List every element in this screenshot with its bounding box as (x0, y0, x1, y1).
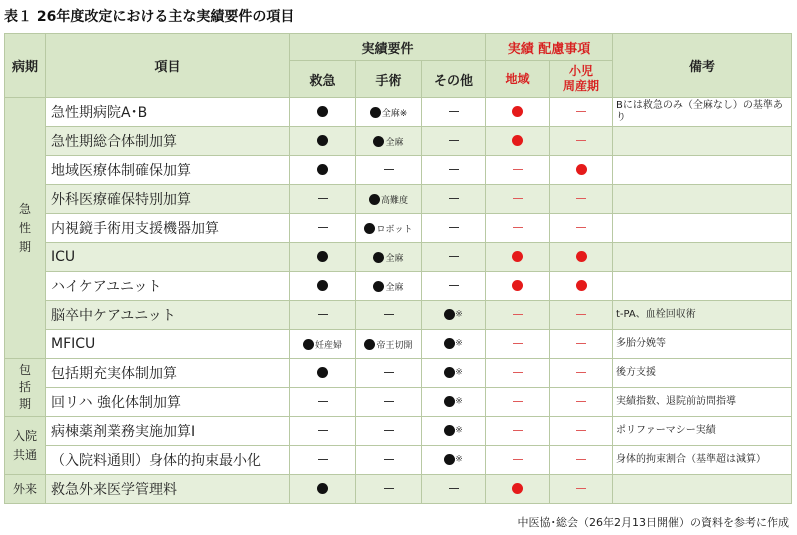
dash-icon (449, 488, 459, 489)
dash-icon (384, 169, 394, 170)
red-dash-icon (576, 372, 586, 373)
table-row (5, 475, 792, 504)
row-note (613, 272, 792, 301)
red-dot-icon (512, 135, 523, 146)
red-dash-icon (576, 227, 586, 228)
red-dash-icon (576, 111, 586, 112)
red-dash-icon (576, 488, 586, 489)
sublabel: 高難度 (380, 195, 408, 206)
black-dot-icon (444, 425, 455, 436)
red-dot-icon (512, 251, 523, 262)
asterisk-mark: ※ (455, 396, 463, 407)
header-period: 病期 (5, 34, 46, 98)
black-dot-icon (444, 338, 455, 349)
category-kyuseiki (5, 98, 46, 359)
red-dash-icon (513, 314, 523, 315)
red-dash-icon (576, 459, 586, 460)
header-kyukyu: 救急 (290, 61, 356, 98)
dash-icon (449, 256, 459, 257)
table-row (5, 272, 792, 301)
category-hokatsuki-char: 包 (18, 363, 31, 377)
sublabel: ロボット (376, 224, 413, 235)
sublabel: 全麻※ (381, 108, 408, 119)
dash-icon (384, 314, 394, 315)
dash-icon (449, 227, 459, 228)
category-kyuseiki-char: 性 (18, 220, 31, 235)
black-dot-icon (369, 194, 380, 205)
table-row (5, 388, 792, 417)
dash-icon (318, 401, 328, 402)
red-dash-icon (513, 430, 523, 431)
red-dash-icon (513, 372, 523, 373)
table-row (5, 301, 792, 330)
row-item: 病棟薬剤業務実施加算Ⅰ (46, 417, 290, 446)
black-dot-icon (370, 107, 381, 118)
dash-icon (384, 430, 394, 431)
requirements-table (4, 33, 792, 504)
header-shoni-line1: 小児 (568, 64, 593, 78)
asterisk-mark: ※ (455, 425, 463, 436)
row-item: 外科医療確保特別加算 (46, 185, 290, 214)
dash-icon (384, 459, 394, 460)
red-dot-icon (512, 106, 523, 117)
dash-icon (449, 285, 459, 286)
sublabel: 妊産婦 (314, 340, 342, 351)
black-dot-icon (317, 106, 328, 117)
black-dot-icon (317, 483, 328, 494)
row-note: 実績指数、退院前訪問指導 (613, 388, 792, 417)
red-dot-icon (512, 280, 523, 291)
row-item: 包括期充実体制加算 (46, 359, 290, 388)
asterisk-mark: ※ (455, 367, 463, 378)
black-dot-icon (444, 367, 455, 378)
dash-icon (449, 140, 459, 141)
black-dot-icon (444, 309, 455, 320)
row-note: ポリファーマシー実績 (613, 417, 792, 446)
row-note (613, 214, 792, 243)
black-dot-icon (317, 135, 328, 146)
dash-icon (318, 314, 328, 315)
asterisk-mark: ※ (455, 309, 463, 320)
dash-icon (318, 198, 328, 199)
dash-icon (318, 430, 328, 431)
row-note: Bには救急のみ（全麻なし）の基準あり (613, 98, 792, 127)
header-item: 項目 (46, 34, 290, 98)
table-row (5, 446, 792, 475)
dash-icon (318, 459, 328, 460)
red-dash-icon (576, 198, 586, 199)
black-dot-icon (373, 252, 384, 263)
red-dash-icon (576, 430, 586, 431)
row-note (613, 127, 792, 156)
table-row (5, 330, 792, 359)
table-title: 表１ 26年度改定における主な実績要件の項目 (4, 9, 295, 25)
row-item: 脳卒中ケアユニット (46, 301, 290, 330)
row-item: ハイケアユニット (46, 272, 290, 301)
header-biko: 備考 (613, 34, 792, 98)
table-row (5, 127, 792, 156)
red-dash-icon (513, 459, 523, 460)
row-note: t-PA、血栓回収術 (613, 301, 792, 330)
black-dot-icon (444, 396, 455, 407)
row-note (613, 475, 792, 504)
dash-icon (449, 169, 459, 170)
red-dot-icon (576, 251, 587, 262)
header-shujutsu: 手術 (356, 61, 422, 98)
black-dot-icon (444, 454, 455, 465)
table-row (5, 156, 792, 185)
black-dot-icon (317, 251, 328, 262)
black-dot-icon (317, 164, 328, 175)
header-hairyo: 実績 配慮事項 (486, 34, 613, 61)
row-item: 内視鏡手術用支援機器加算 (46, 214, 290, 243)
dash-icon (384, 372, 394, 373)
category-nyuin-line: 入院 (12, 428, 37, 443)
row-note: 多胎分娩等 (613, 330, 792, 359)
row-note: 身体的拘束割合（基準超は減算） (613, 446, 792, 475)
red-dash-icon (576, 314, 586, 315)
red-dash-icon (576, 140, 586, 141)
red-dot-icon (512, 483, 523, 494)
row-item: 急性期病院A･B (46, 98, 290, 127)
header-shoni-line2: 周産期 (562, 79, 599, 93)
red-dash-icon (513, 169, 523, 170)
row-item: （入院料通則）身体的拘束最小化 (46, 446, 290, 475)
header-shoni (550, 61, 613, 98)
row-note: 後方支援 (613, 359, 792, 388)
category-hokatsuki-char: 括 (18, 380, 31, 394)
category-kyuseiki-char: 急 (18, 201, 31, 216)
sublabel: 全麻 (385, 253, 404, 264)
category-hokatsuki (5, 359, 46, 417)
black-dot-icon (303, 339, 314, 350)
dash-icon (384, 488, 394, 489)
table-row (5, 417, 792, 446)
dash-icon (449, 198, 459, 199)
black-dot-icon (373, 136, 384, 147)
category-nyuin-kyotsu (5, 417, 46, 475)
asterisk-mark: ※ (455, 338, 463, 349)
table-row (5, 214, 792, 243)
red-dash-icon (576, 401, 586, 402)
row-note (613, 185, 792, 214)
row-note (613, 156, 792, 185)
category-kyuseiki-char: 期 (18, 239, 31, 254)
dash-icon (449, 111, 459, 112)
row-item: 回リハ 強化体制加算 (46, 388, 290, 417)
table-row (5, 185, 792, 214)
red-dot-icon (576, 164, 587, 175)
table-row (5, 359, 792, 388)
black-dot-icon (373, 281, 384, 292)
table-row (5, 243, 792, 272)
sublabel: 全麻 (385, 137, 404, 148)
red-dot-icon (576, 280, 587, 291)
black-dot-icon (364, 223, 375, 234)
row-item: ICU (46, 243, 290, 272)
row-item: 救急外来医学管理料 (46, 475, 290, 504)
header-chiiki: 地域 (486, 61, 550, 98)
row-item: 急性期総合体制加算 (46, 127, 290, 156)
source-footnote: 中医協･総会（26年2月13日開催）の資料を参考に作成 (517, 516, 789, 529)
category-nyuin-line: 共通 (12, 447, 37, 462)
table-row (5, 98, 792, 127)
row-note (613, 243, 792, 272)
header-jisseki: 実績要件 (290, 34, 486, 61)
red-dash-icon (576, 343, 586, 344)
red-dash-icon (513, 343, 523, 344)
red-dash-icon (513, 401, 523, 402)
header-sonota: その他 (422, 61, 486, 98)
black-dot-icon (364, 339, 375, 350)
asterisk-mark: ※ (455, 454, 463, 465)
row-item: MFICU (46, 330, 290, 359)
category-gairai: 外来 (5, 475, 46, 504)
sublabel: 帝王切開 (376, 340, 413, 351)
row-item: 地域医療体制確保加算 (46, 156, 290, 185)
sublabel: 全麻 (385, 282, 404, 293)
red-dash-icon (513, 198, 523, 199)
black-dot-icon (317, 280, 328, 291)
dash-icon (384, 401, 394, 402)
red-dash-icon (513, 227, 523, 228)
category-hokatsuki-char: 期 (18, 397, 31, 411)
dash-icon (318, 227, 328, 228)
black-dot-icon (317, 367, 328, 378)
